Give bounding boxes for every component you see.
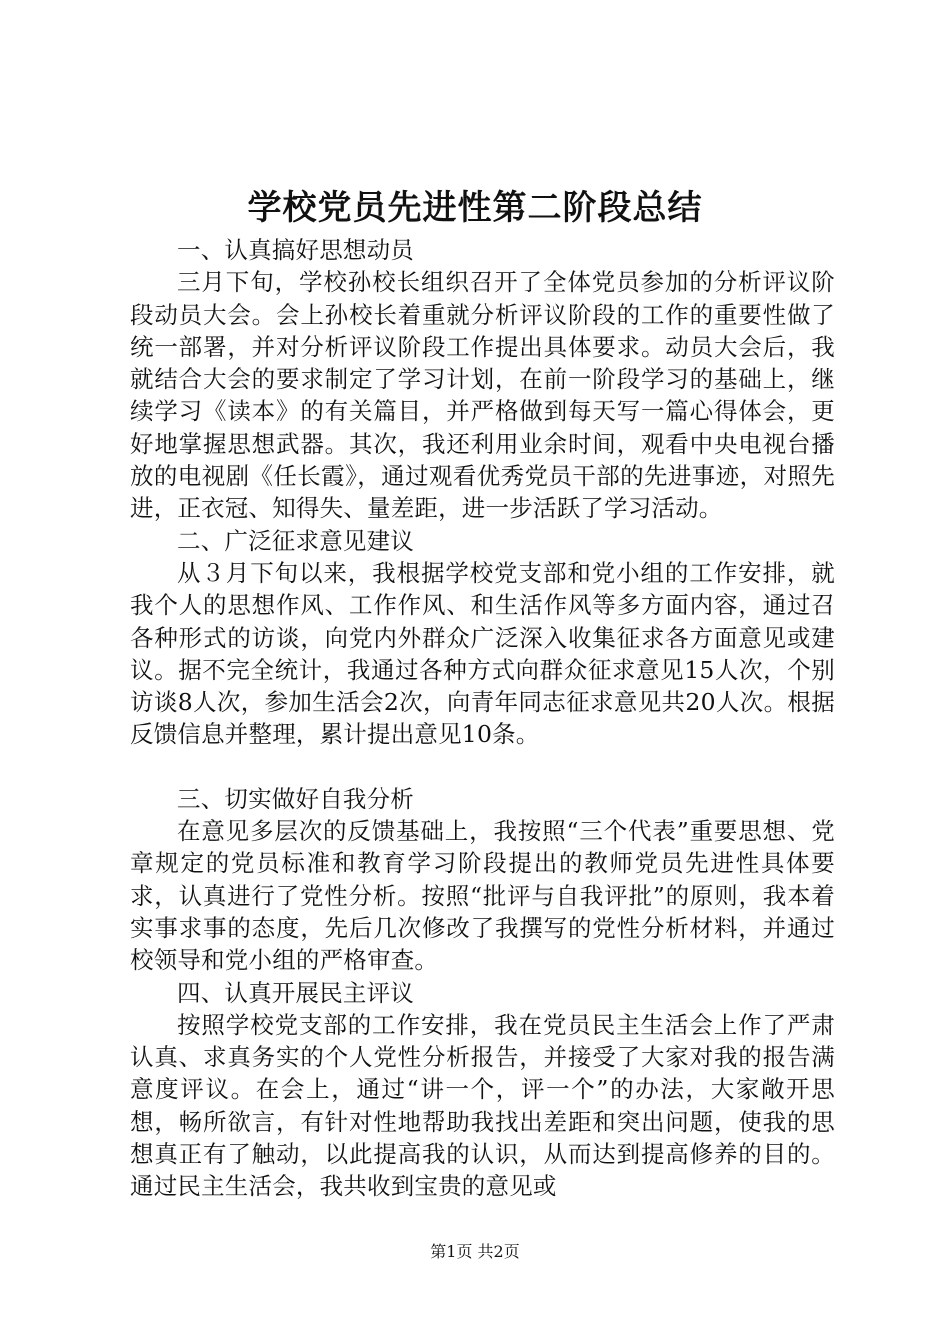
- section-heading-3: 三、切实做好自我分析: [177, 784, 414, 813]
- section-heading-1: 一、认真搞好思想动员: [177, 236, 414, 264]
- section-paragraph-3: 在意见多层次的反馈基础上，我按照“三个代表”重要思想、党章规定的党员标准和教育学习阶段提出的教师党员先进性具体要求，认真进行了党性分析。按照“批评与自我评批”的原则，我本着实事求事的态度，先后几次修改了我撰写的党性分析材料，并通过校领导和党小组的严格审查。: [130, 817, 835, 975]
- document-body: [130, 234, 835, 1203]
- section-heading-2: 二、广泛征求意见建议: [177, 526, 414, 555]
- page-footer: 第1页 共2页: [430, 1242, 520, 1261]
- paragraph-spacer: [130, 751, 835, 783]
- section-paragraph-2: 从３月下旬以来，我根据学校党支部和党小组的工作安排，就我个人的思想作风、工作作风、和生活作风等多方面内容，通过召各种形式的访谈，向党内外群众广泛深入收集征求各方面意见或建议。据不完全统计，我通过各种方式向群众征求意见15人次，个别访谈8人次，参加生活会2次，向青年同志征求意见共20人次。根据反馈信息并整理，累计提出意见10条。: [130, 558, 835, 749]
- section-heading-4: 四、认真开展民主评议: [177, 978, 414, 1007]
- section-paragraph-1: 三月下旬，学校孙校长组织召开了全体党员参加的分析评议阶段动员大会。会上孙校长着重就分析评议阶段的工作的重要性做了统一部署，并对分析评议阶段工作提出具体要求。动员大会后，我就结合大会的要求制定了学习计划，在前一阶段学习的基础上，继续学习《读本》的有关篇目，并严格做到每天写一篇心得体会，更好地掌握思想武器。其次，我还利用业余时间，观看中央电视台播放的电视剧《任长霞》，通过观看优秀党员干部的先进事迹，对照先进，正衣冠、知得失、量差距，进一步活跃了学习活动。: [130, 268, 835, 523]
- section-paragraph-4: 按照学校党支部的工作安排，我在党员民主生活会上作了严肃认真、求真务实的个人党性分析报告，并接受了大家对我的报告满意度评议。在会上，通过“讲一个，评一个”的办法，大家敞开思想，畅所欲言，有针对性地帮助我找出差距和突出问题，使我的思想真正有了触动，以此提高我的认识，从而达到提高修养的目的。通过民主生活会，我共收到宝贵的意见或: [130, 1010, 835, 1201]
- document-title: 学校党员先进性第二阶段总结: [247, 188, 703, 228]
